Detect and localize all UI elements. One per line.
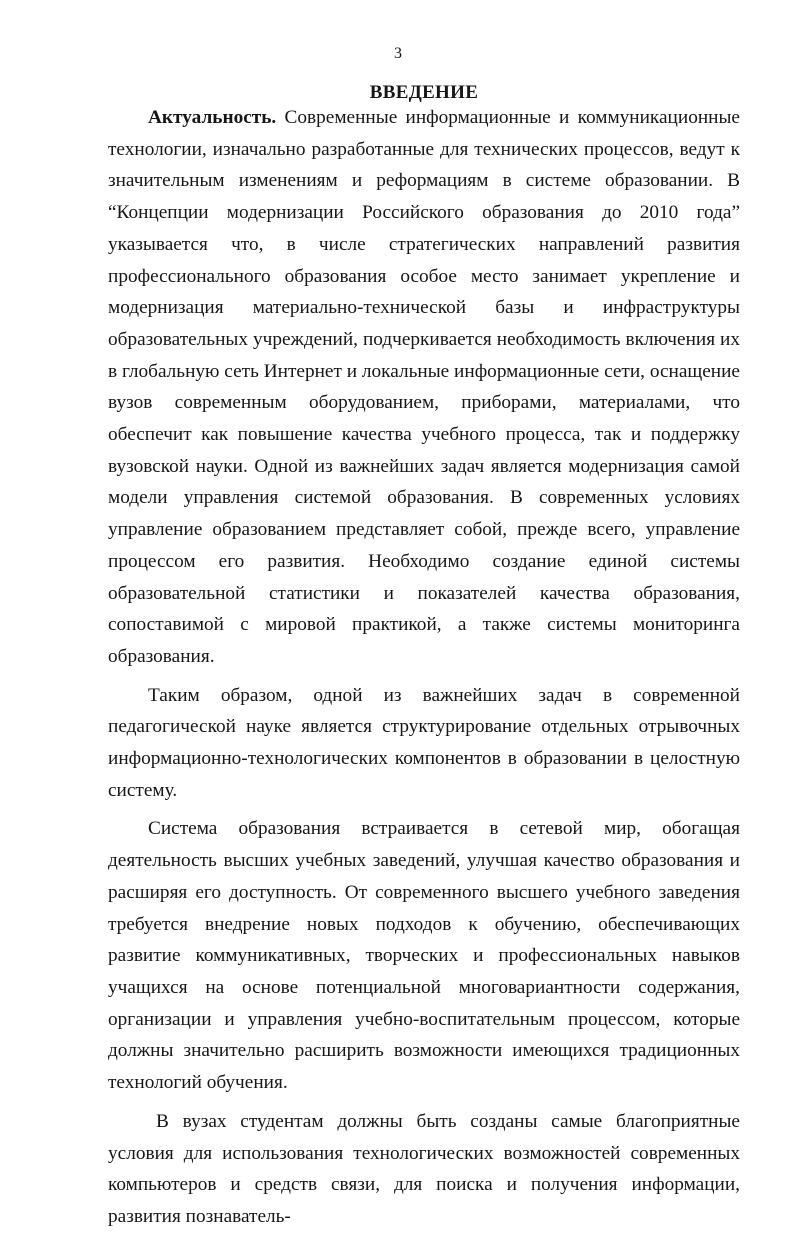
section-heading: ВВЕДЕНИЕ	[369, 82, 479, 103]
paragraph: Система образования встраивается в сетевой мир, обогащая деятельность высших учебных заведений, улучшая качество образования и расширяя его доступность. От современного высшего учебного заведения требуется внедрение новых подходов к обучению, обеспечивающих развитие коммуникативных, творческих и профессиональных навыков учащихся на основе потенциальной многовариантности содержания, организации и управления учебно-воспитательным процессом, которые должны значительно расширить возможности имеющихся традиционных технологий обучения.	[108, 818, 740, 1094]
paragraph-text: Современные информационные и коммуникационные технологии, изначально разработанные для технических процессов, ведут к значительным изменениям и реформациям в системе образовании. В “Концепции модернизации Российского образования до 2010 года” указывается что, в числе стратегических направлений развития профессионального образования особое место занимает укрепление и модернизация материально-технической базы и инфраструктуры образовательных учреждений, подчеркивается необходимость включения их в глобальную сеть Интернет и локальные информационные сети, оснащение вузов современным оборудованием, приборами, материалами, что обеспечит как повышение качества учебного процесса, так и поддержку вузовской науки. Одной из важнейших задач является модернизация самой модели управления системой образования. В современных условиях управление образованием представляет собой, прежде всего, управление процессом его развития. Необходимо создание единой системы образовательной статистики и показателей качества образования, сопоставимой с мировой практикой, а также системы мониторинга образования.	[108, 107, 740, 667]
paragraph: В вузах студентам должны быть созданы самые благоприятные условия для использования технологических возможностей современных компьютеров и средств связи, для поиска и получения информации, развития познаватель-	[108, 1110, 740, 1227]
paragraph-relevance	[108, 102, 740, 673]
paragraph-lead: Актуальность.	[148, 107, 277, 128]
paragraph: Таким образом, одной из важнейших задач в современной педагогической науке является структурирование отдельных отрывочных информационно-технологических компонентов в образовании в целостную систему.	[108, 684, 740, 801]
page-number: 3	[394, 45, 402, 62]
body-text	[108, 102, 740, 1233]
